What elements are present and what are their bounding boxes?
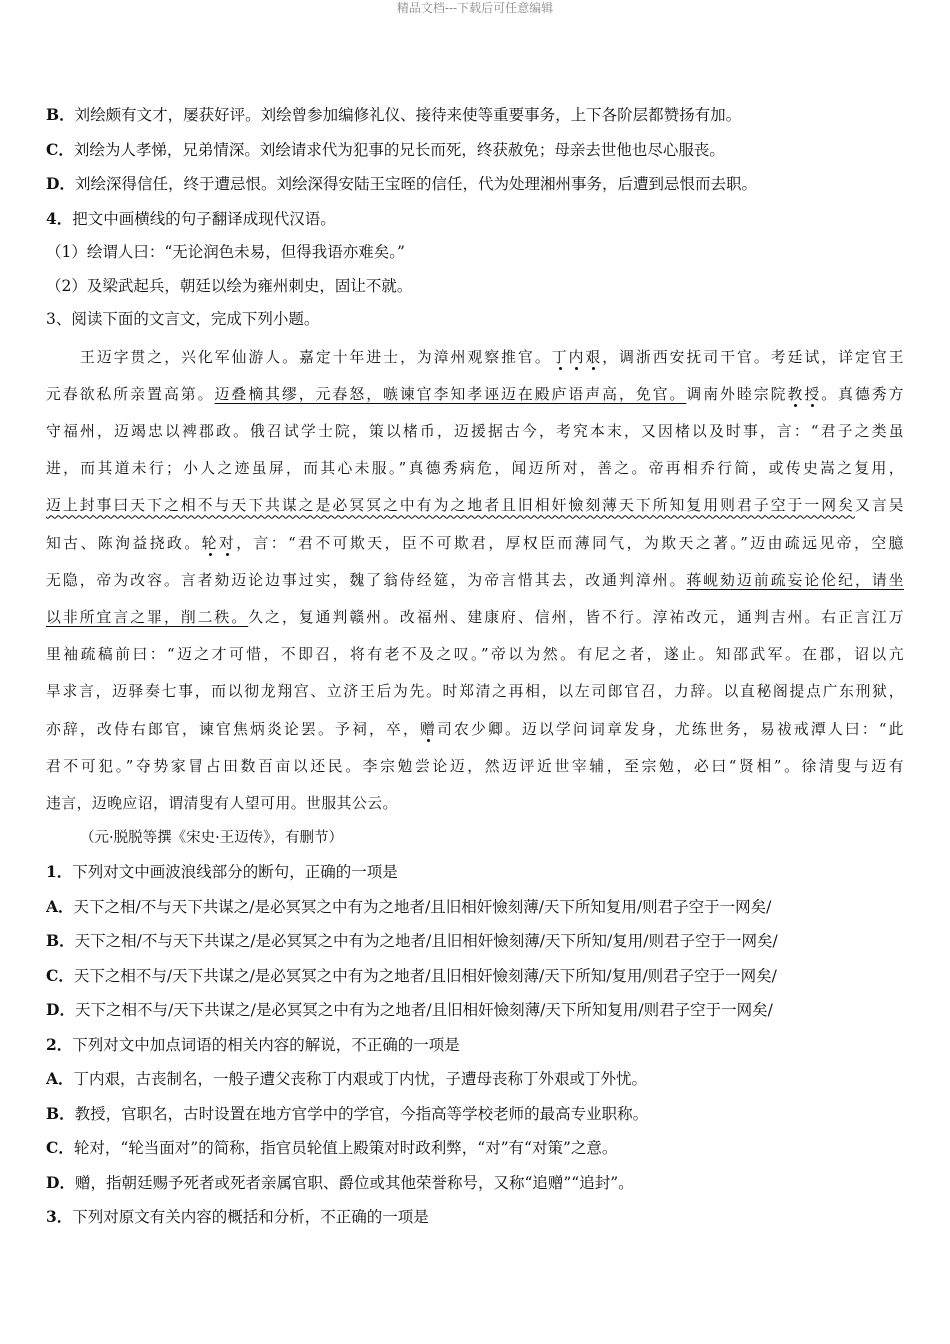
passage-text: 元春欲私所亲置高第。 [46,385,215,403]
option-label: C． [46,1138,74,1158]
dotted-char: 教 [787,385,805,403]
passage-line [46,525,904,562]
option-label: D． [46,1172,75,1192]
q2-option-d [46,1166,904,1201]
question-number: 2． [46,1034,73,1054]
passage-line [46,487,904,524]
option-text: 天下之相不与/天下共谋之/是必冥冥之中有为之地者/且旧相奸憸刻薄/天下所知复用/则君子空于一网矣/ [74,1001,773,1020]
option-label: A． [46,1069,74,1089]
dotted-char: 内 [568,348,586,366]
option-label: D． [46,174,75,193]
passage-text: 知古、陈洵益挠政。 [46,534,202,552]
option-label: D． [46,1000,75,1020]
dotted-char: 轮 [201,534,219,552]
option-text: 刘绘颇有文才，屡获好评。刘绘曾参加编修礼仪、接待来使等重要事务，上下各阶层都赞扬有加。 [74,106,742,124]
q1-option-b [46,924,904,959]
underlined-sentence: 蒋岘劾迈前疏妄论伦纪，请坐 [686,571,904,589]
option-text: 天下之相不与/天下共谋之/是必冥冥之中有为之地者/且旧相奸憸刻薄/天下所知/复用/则君子空于一网矣/ [73,966,777,985]
option-text: 教授，官职名，古时设置在地方官学中的学官，今指高等学校老师的最高专业职称。 [74,1104,649,1123]
passage-text: 久之，复通判赣州。改福州、建康府、信州，皆不行。淳祐改元，通判吉州。右正言江万 [248,608,904,626]
question-4-part-1: （1）绘谓人曰：“无论润色未易，但得我语亦难矣。” [46,243,405,261]
page-header: 精品文档---下载后可任意编辑 [396,1,554,15]
question-4 [46,202,904,237]
question-text: 把文中画横线的句子翻译成现代汉语。 [72,209,336,228]
passage-text: 王迈字贯之，兴化军仙游人。嘉定十年进士，为漳州观察推官。 [80,348,552,366]
q2-option-c [46,1131,904,1166]
question-text: 下列对文中画波浪线部分的断句，正确的一项是 [72,863,398,882]
section-3-title: 3、阅读下面的文言文，完成下列小题。 [46,310,320,328]
dotted-char: 赠 [419,720,437,738]
passage-line [46,562,904,599]
passage-line [46,339,904,376]
q1-option-a [46,890,904,925]
question-number: 1． [46,862,73,882]
passage-line: 君不可犯。”夺势家冒占田数百亩以还民。李宗勉尝论迈，然迈评近世宰辅，至宗勉，必曰“贤相”。徐清叟与迈有 [46,757,904,775]
option-text: 轮对，“轮当面对”的简称，指官员轮值上殿策对时政利弊，“对”有“对策”之意。 [73,1139,618,1158]
passage-line: 进，而其道未行；小人之迹虽屏，而其心未服。”真德秀病危，闻迈所对，善之。帝再相乔行简，或传史嵩之复用， [46,460,904,478]
passage-text: 无隐，帝为改容。言者劾迈论边事过实，魏了翁侍经筵，为帝言惜其去，改通判漳州。 [46,571,687,589]
passage-line: 守福州，迈竭忠以裨郡政。俄召试学士院，策以楮币，迈援据古今，考究本末，又因楮以及时事，言：“君子之类虽 [46,422,904,440]
option-label: C． [46,139,74,159]
passage-text: 又言吴 [854,497,904,515]
q2-option-b [46,1097,904,1132]
passage-line: 违言，迈晚应诏，谓清叟有人望可用。世服其公云。 [46,794,398,812]
option-label: B． [46,931,75,951]
question-3 [46,1200,904,1235]
question-number: 3． [46,1207,73,1227]
option-text: 赠，指朝廷赐予死者或死者亲属官职、爵位或其他荣誉称号，又称“追赠”“追封”。 [74,1173,634,1192]
question-text: 下列对原文有关内容的概括和分析，不正确的一项是 [72,1208,429,1227]
passage-text: 调南外睦宗院 [686,385,788,403]
question-number: 4． [46,208,73,228]
option-d [46,167,904,202]
underlined-sentence: 迈叠樀其缪，元春怒，嗾谏官李知孝诬迈在殿庐语声高，免官。 [214,385,687,403]
q1-option-c [46,959,904,994]
passage-source: （元·脱脱等撰《宋史·王迈传》，有删节） [80,830,343,847]
dotted-char: 艰 [585,348,603,366]
passage-text: 。真德秀方 [821,385,904,403]
q2-option-a [46,1062,904,1097]
question-1 [46,855,904,890]
document-body [46,98,904,1235]
passage-text: 司农少卿。迈以学问词章发身，尤练世务，易祓戒潭人曰：“此 [436,720,904,738]
option-label: C． [46,965,74,985]
option-text: 刘绘为人孝悌，兄弟情深。刘绘请求代为犯事的兄长而死，终获赦免；母亲去世他也尽心服丧。 [73,140,725,159]
option-text: 刘绘深得信任，终于遭忌恨。刘绘深得安陆王宝晊的信任，代为处理湘州事务，后遭到忌恨而去职。 [74,175,757,193]
wavy-underlined-sentence: 迈上封事曰天下之相不与天下共谋之是必冥冥之中有为之地者且旧相奸憸刻薄天下所知复用则君子空于一网矣 [46,497,855,515]
passage-line [46,711,904,748]
q1-option-d [46,993,904,1028]
option-c [46,133,904,168]
dotted-char: 丁 [551,348,569,366]
option-text: 天下之相/不与天下共谋之/是必冥冥之中有为之地者/且旧相奸憸刻薄/天下所知复用/则君子空于一网矣/ [73,897,772,916]
passage-text: ，调浙西安抚司干官。考廷试，详定官王 [602,348,904,366]
dotted-char: 授 [804,385,822,403]
option-text: 丁内艰，古丧制名，一般子遭父丧称丁内艰或丁内忧，子遭母丧称丁外艰或丁外忧。 [73,1070,648,1089]
passage-text: ，言：“君不可欺天，臣不可欺君，厚权臣而薄同气，为欺天之著。”迈由疏远见帝，空臆 [236,534,904,552]
option-label: A． [46,896,74,916]
option-b [46,98,904,133]
option-label: B． [46,1103,75,1123]
passage-line: 里袖疏稿前曰：“迈之才可惜，不即召，将有老不及之叹。”帝以为然。有尼之者，遂止。知邵武军。在郡，诏以亢 [46,646,904,664]
question-4-part-2: （2）及梁武起兵，朝廷以绘为雍州刺史，固让不就。 [46,276,413,295]
passage-line: 旱求言，迈驿奏七事，而以彻龙翔宫、立济王后为先。时郑清之再相，以左司郎官召，力辞。以直秘阁提点广东刑狱， [46,683,904,701]
classical-passage [46,339,904,823]
dotted-char: 对 [218,534,237,552]
passage-line [46,599,904,636]
passage-line [46,376,904,413]
underlined-sentence: 以非所宜言之罪，削二秩。 [46,608,249,626]
option-label: B． [46,105,75,124]
question-2 [46,1028,904,1063]
passage-text: 亦辞，改侍右郎官，谏官焦炳炎论罢。予祠，卒， [46,720,420,738]
option-text: 天下之相/不与天下共谋之/是必冥冥之中有为之地者/且旧相奸憸刻薄/天下所知/复用/则君子空于一网矣/ [74,932,778,951]
question-text: 下列对文中加点词语的相关内容的解说，不正确的一项是 [72,1035,460,1054]
